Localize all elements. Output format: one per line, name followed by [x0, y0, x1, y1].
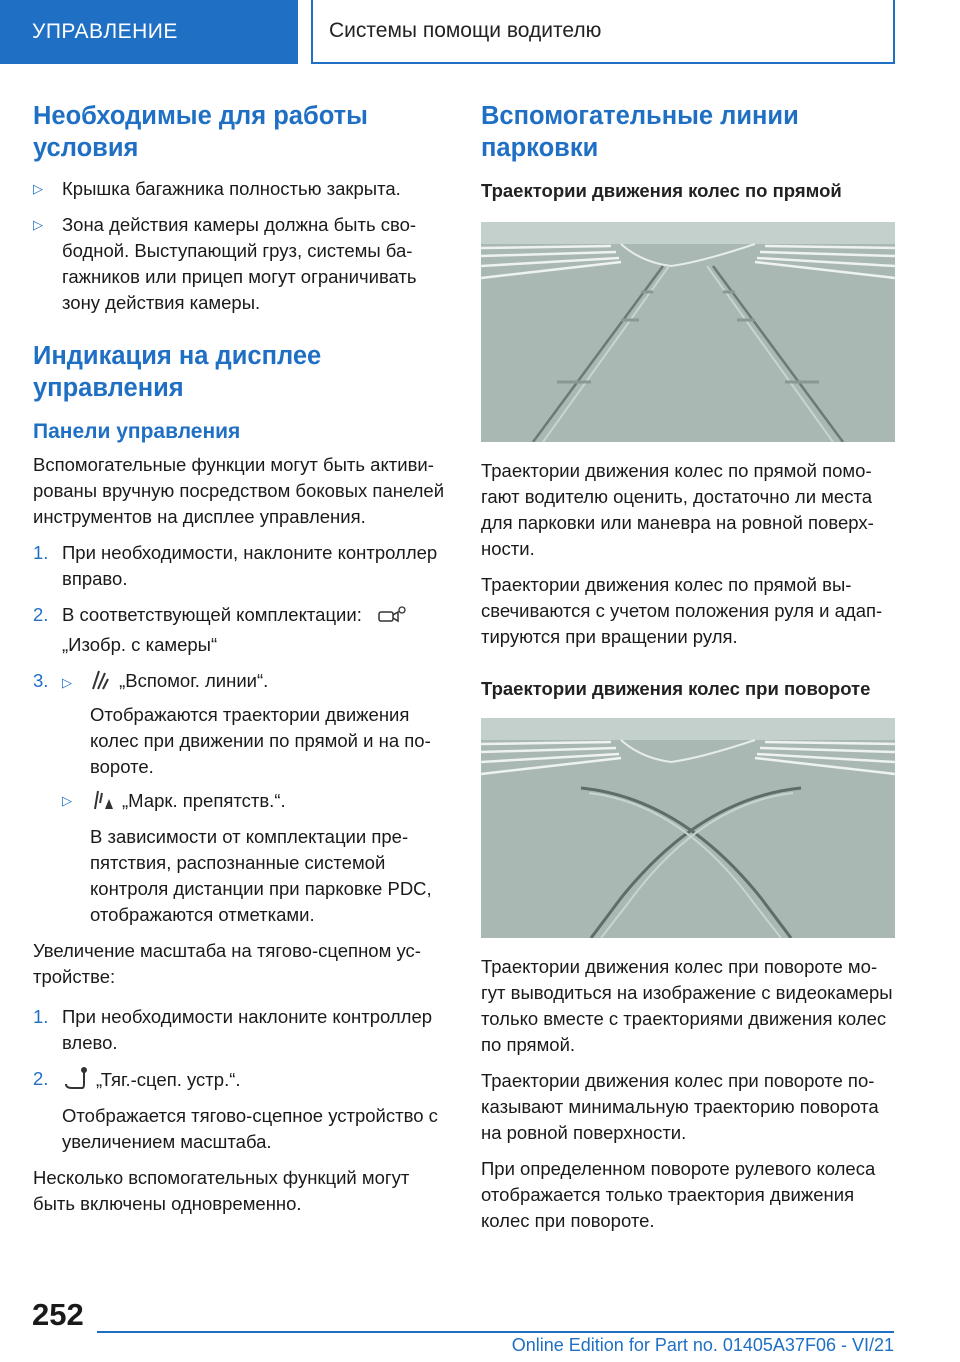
left-column — [33, 100, 451, 1227]
turning-p3: При определенном повороте рулевого колеса отображается только траектория движения колес при повороте. — [481, 1158, 876, 1231]
sub-bullet-item — [33, 788, 451, 818]
step-item — [33, 602, 451, 658]
page-number: 252 — [32, 1297, 84, 1332]
header-title-label: Системы помощи водителю — [329, 19, 602, 42]
straight-trajectories-image — [481, 222, 895, 442]
footer-edition: Online Edition for Part no. 01405A37F06 - VI/21 — [511, 1335, 894, 1355]
straight-p2: Траектории движения колес по прямой высвечиваются с учетом положения руля и адаптируются при вращении руля. — [481, 574, 883, 647]
camera-settings-icon — [377, 605, 407, 632]
obstacle-marker-icon — [92, 789, 114, 818]
triangle-bullet-icon: ▷ — [62, 675, 72, 690]
step-text: В соответствующей комплектации: — [62, 604, 362, 625]
triangle-bullet-icon: ▷ — [33, 217, 43, 232]
straight-heading: Траектории движения колес по прямой — [481, 180, 842, 201]
header-section — [0, 0, 298, 64]
footer-divider — [97, 1331, 894, 1333]
step-text: При необходимости наклоните контроллер влево. — [62, 1006, 433, 1053]
condition-item — [33, 176, 451, 202]
zoom-intro: Увеличение масштаба на тягово-сцепном устройстве: — [33, 940, 421, 987]
step-number: 2. — [33, 604, 49, 625]
condition-item — [33, 212, 451, 316]
header-section-label: УПРАВЛЕНИЕ — [32, 20, 178, 43]
zoom-step-item — [33, 1004, 451, 1056]
tow-hitch-icon — [64, 1066, 88, 1097]
header-title — [311, 0, 895, 64]
step-item — [33, 540, 451, 592]
panels-intro: Вспомогательные функции могут быть активированы вручную посредством боковых панелей инструментов на дисплее управления. — [33, 454, 445, 527]
sub-bullet-desc: В зависимости от комплектации препятствия, распознанные системой контроля дистанции при парковке PDC, отображаются отметками. — [90, 826, 432, 925]
turning-p2: Траектории движения колес при повороте показывают минимальную траекторию поворота на ровной поверхности. — [481, 1070, 879, 1143]
condition-text: Зона действия камеры должна быть свободной. Выступающий груз, системы багажников или прицеп могут ограничивать зону действия камеры. — [62, 214, 417, 313]
step-number: 1. — [33, 542, 49, 563]
zoom-desc: Отображается тягово-сцепное устройство с увеличением масштаба. — [62, 1105, 438, 1152]
sub-bullet-label: „Марк. препятств.“. — [122, 790, 286, 811]
parking-lines-heading: Вспомогательные линии парковки — [481, 102, 799, 162]
parking-lines-icon — [89, 669, 111, 698]
condition-text: Крышка багажника полностью закрыта. — [62, 178, 401, 199]
sub-bullet-label: „Вспомог. линии“. — [119, 670, 269, 691]
step-number: 2. — [33, 1068, 49, 1089]
turning-trajectories-image — [481, 718, 895, 938]
step-text: „Тяг.-сцеп. устр.“. — [96, 1069, 241, 1090]
step-number: 1. — [33, 1006, 49, 1027]
panels-heading: Панели управления — [33, 420, 241, 443]
triangle-bullet-icon: ▷ — [62, 793, 72, 808]
sub-bullet-desc: Отображаются траектории движения колес при движении по прямой и на повороте. — [90, 704, 431, 777]
step-number: 3. — [33, 670, 49, 691]
step-extra: „Изобр. с камеры“ — [62, 634, 218, 655]
outro: Несколько вспомогательных функций могут быть включены одновременно. — [33, 1167, 410, 1214]
right-column — [481, 100, 895, 1244]
turning-heading: Траектории движения колес при повороте — [481, 678, 871, 699]
straight-p1: Траектории движения колес по прямой помогают водителю оценить, достаточно ли места для парковки или маневра на ровной поверхности. — [481, 460, 874, 559]
turning-p1: Траектории движения колес при повороте могут выводиться на изображение с видеокамеры только вместе с траекториями движения колес по прямой. — [481, 956, 893, 1055]
display-heading: Индикация на дисплее управления — [33, 342, 322, 402]
triangle-bullet-icon: ▷ — [33, 181, 43, 196]
conditions-heading: Необходимые для работы условия — [33, 102, 368, 162]
step-item — [33, 668, 451, 698]
step-text: При необходимости, наклоните контроллер вправо. — [62, 542, 438, 589]
zoom-step-item — [33, 1066, 451, 1097]
